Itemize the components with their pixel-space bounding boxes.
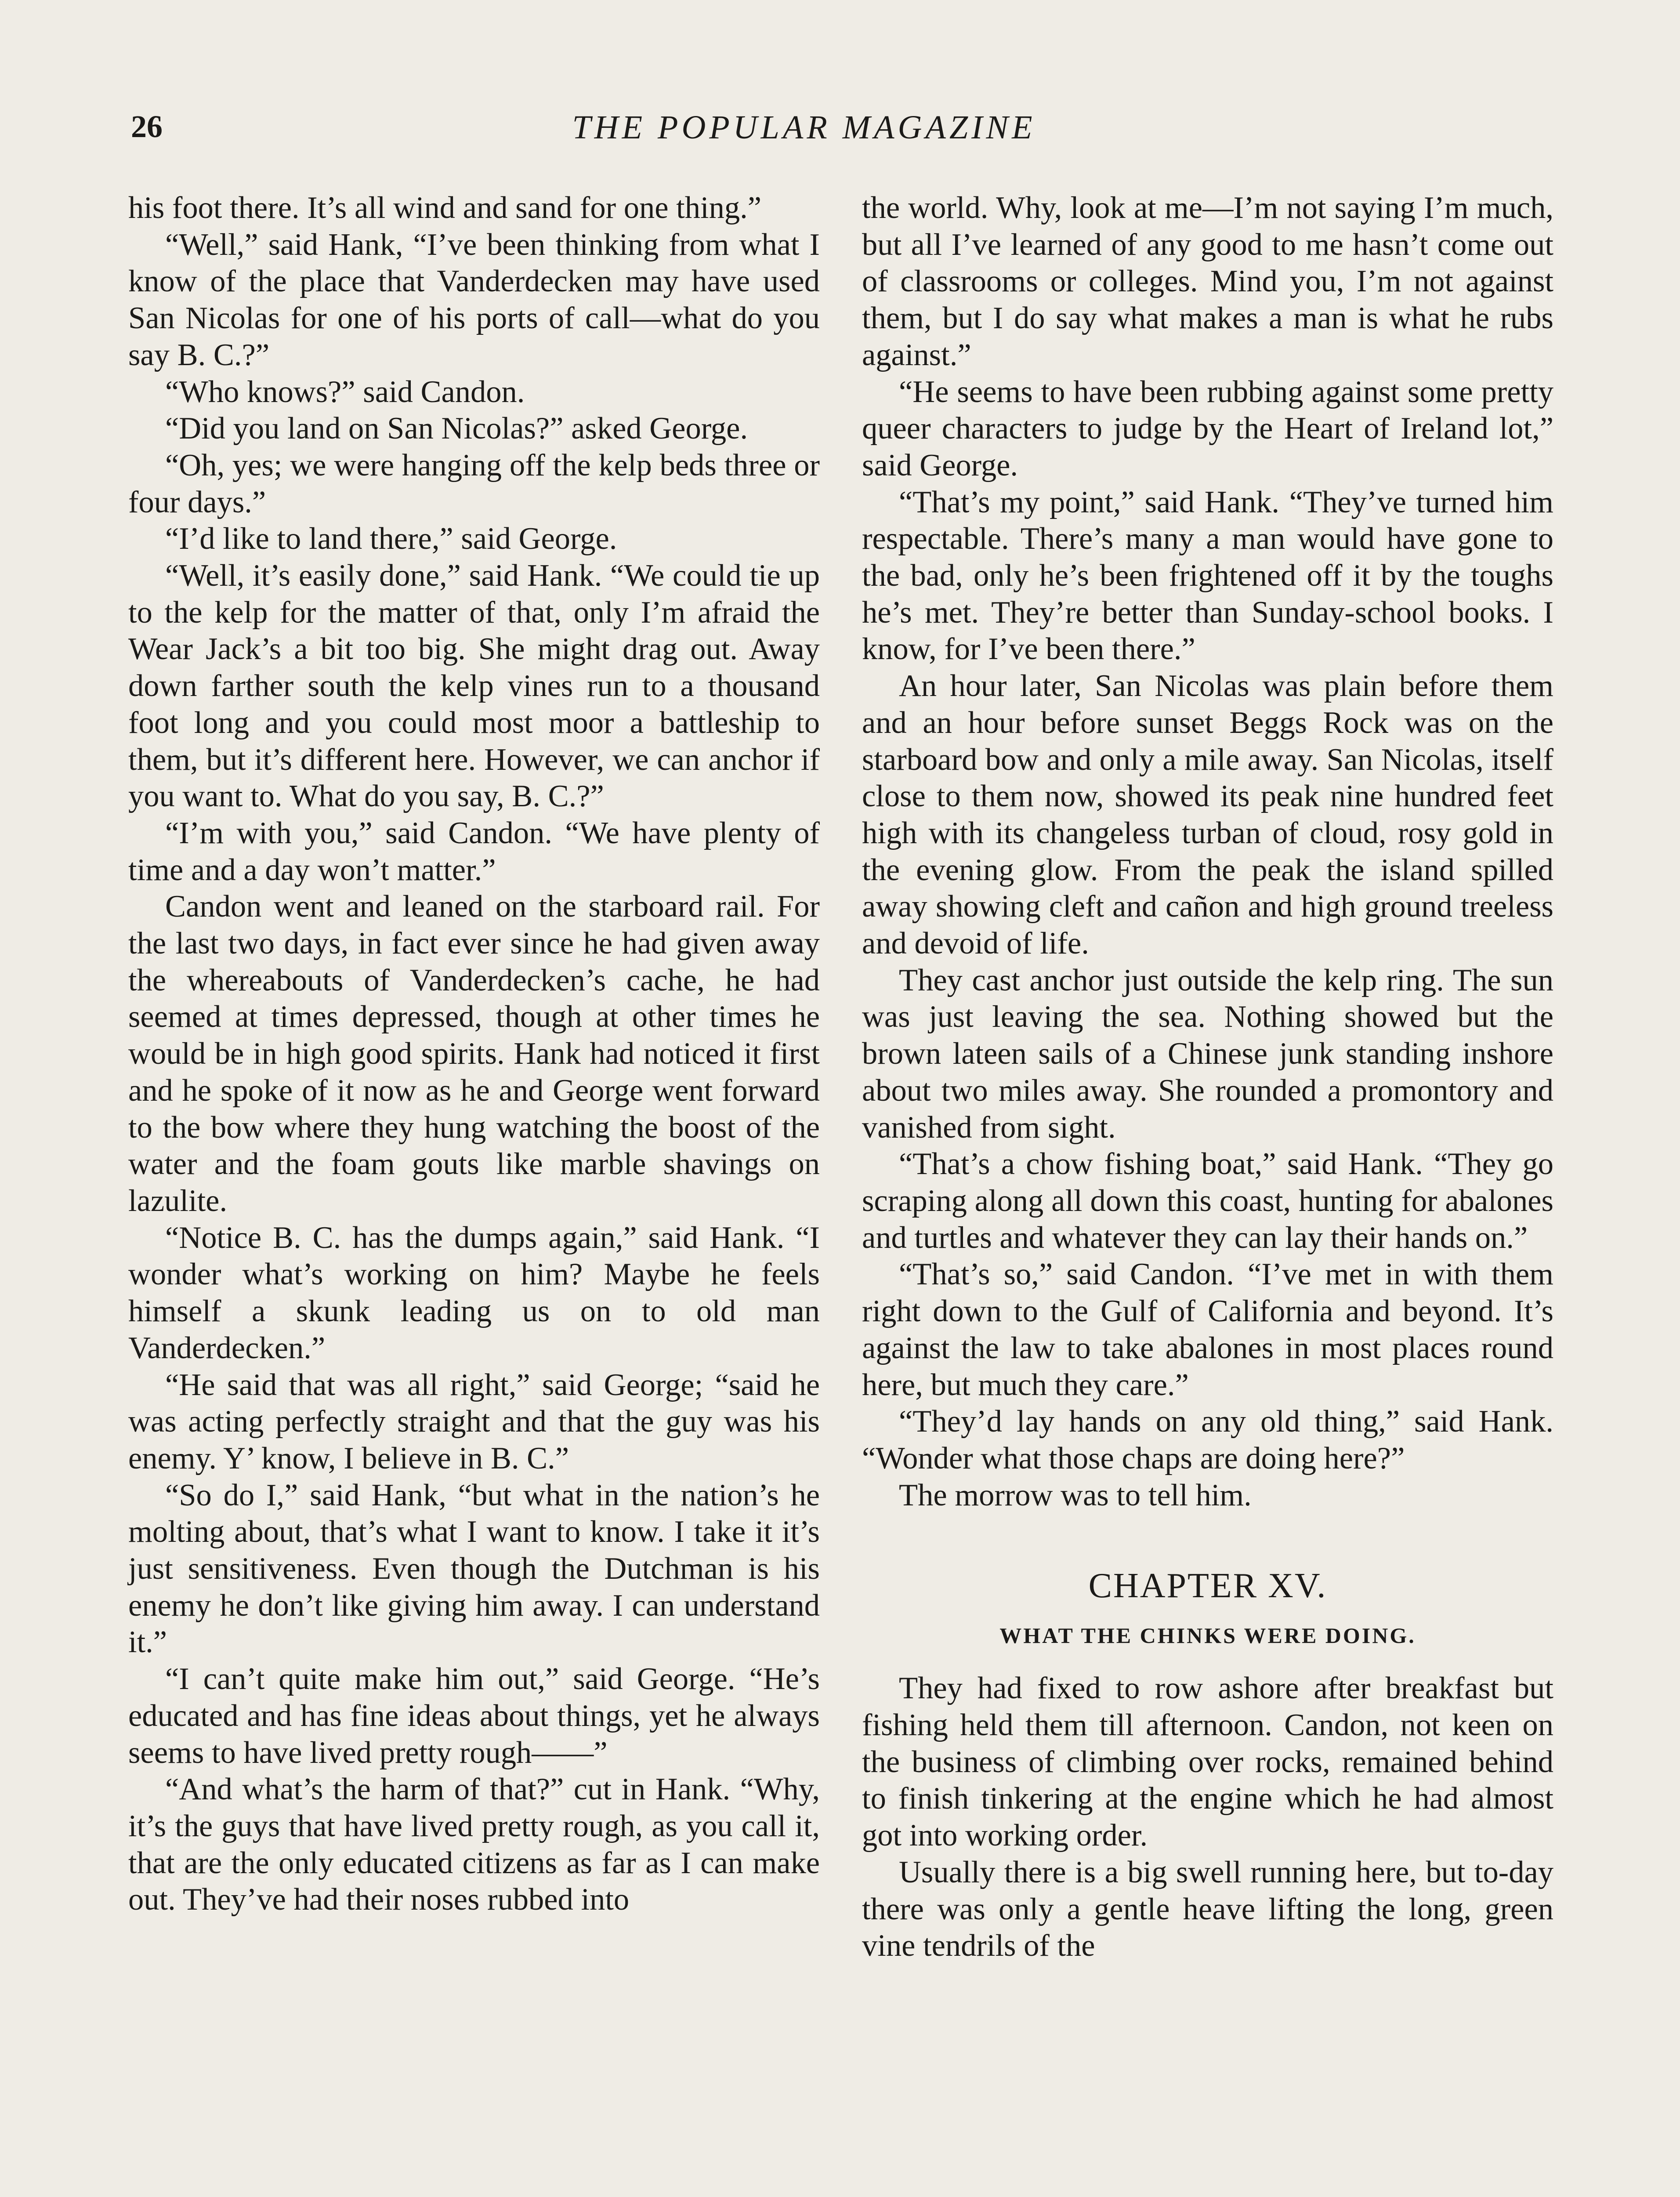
paragraph: “Oh, yes; we were hanging off the kelp beds three or four days.” [128,448,820,519]
paragraph: “I’d like to land there,” said George. [165,522,617,556]
paragraph: “I’m with you,” said Candon. “We have plenty of time and a day won’t matter.” [128,816,820,887]
paragraph: “He said that was all right,” said George; “said he was acting perfectly straight and that the guy was his enemy. Y’ know, I believe in B. C.” [128,1367,820,1476]
right-column [862,190,1553,1965]
paragraph: “He seems to have been rubbing against some pretty queer characters to judge by the Heart of Ireland lot,” said George. [862,374,1553,482]
paragraph: “I can’t quite make him out,” said George. “He’s educated and has fine ideas about things, yet he always seems to have lived pretty rough——” [128,1662,820,1770]
paragraph: Candon went and leaned on the starboard rail. For the last two days, in fact ever since he had given away the whereabouts of Vanderdecken’s cache, he had seemed at times depressed, though at other times he would be in high good spirits. Hank had noticed it first and he spoke of it now as he and George went forward to the bow where they hung watching the boost of the water and the foam gouts like marble shavings on lazulite. [128,889,820,1218]
paragraph: “They’d lay hands on any old thing,” said Hank. “Wonder what those chaps are doing here?” [862,1404,1553,1476]
paragraph: “Well,” said Hank, “I’ve been thinking from what I know of the place that Vanderdecken may have used San Nicolas for one of his ports of call—what do you say B. C.?” [128,227,820,372]
paragraph: An hour later, San Nicolas was plain before them and an hour before sunset Beggs Rock was on the starboard bow and only a mile away. San Nicolas, itself close to them now, showed its peak nine hundred feet high with its changeless turban of cloud, rosy gold in the evening glow. From the peak the island spilled away showing cleft and cañon and high ground treeless and devoid of life. [862,669,1553,961]
paragraph: “That’s so,” said Candon. “I’ve met in with them right down to the Gulf of California and beyond. It’s against the law to take abalones in most places round here, but much they care.” [862,1257,1553,1402]
paragraph: “That’s my point,” said Hank. “They’ve turned him respectable. There’s many a man would have gone to the bad, only he’s been frightened off it by the toughs he’s met. They’re better than Sunday-school books. I know, for I’ve been there.” [862,485,1553,667]
paragraph: “Well, it’s easily done,” said Hank. “We could tie up to the kelp for the matter of that, only I’m afraid the Wear Jack’s a bit too big. She might drag out. Away down farther south the kelp vines run to a thousand foot long and you could most moor a battleship to them, but it’s different here. However, we can anchor if you want to. What do you say, B. C.?” [128,558,820,814]
paragraph: “So do I,” said Hank, “but what in the nation’s he molting about, that’s what I want to know. I take it it’s just sensitiveness. Even though the Dutchman is his enemy he don’t like giving him away. I can understand it.” [128,1478,820,1660]
paragraph: The morrow was to tell him. [899,1478,1252,1512]
running-head: THE POPULAR MAGAZINE [572,109,1036,146]
paragraph: Usually there is a big swell running here, but to-day there was only a gentle heave lifting the long, green vine tendrils of the [862,1855,1553,1963]
paragraph: They had fixed to row ashore after breakfast but fishing held them till afternoon. Candon, not keen on the business of climbing over rocks, remained behind to finish tinkering at the engine which he had almost got into working order. [862,1671,1553,1853]
paragraph: the world. Why, look at me—I’m not saying I’m much, but all I’ve learned of any good to me hasn’t come out of classrooms or colleges. Mind you, I’m not against them, but I do say what makes a man is what he rubs against.” [862,191,1553,372]
paragraph: “Who knows?” said Candon. [165,374,525,409]
page-number: 26 [131,109,163,144]
chapter-heading: CHAPTER XV. [1088,1566,1327,1606]
paragraph: They cast anchor just outside the kelp ring. The sun was just leaving the sea. Nothing showed but the brown lateen sails of a Chinese junk standing inshore about two miles away. She rounded a promontory and vanished from sight. [862,963,1553,1145]
paragraph: “Did you land on San Nicolas?” asked George. [165,411,748,446]
paragraph: his foot there. It’s all wind and sand for one thing.” [128,191,762,225]
paragraph: “That’s a chow fishing boat,” said Hank. “They go scraping along all down this coast, hunting for abalones and turtles and whatever they can lay their hands on.” [862,1147,1553,1255]
paragraph: “And what’s the harm of that?” cut in Hank. “Why, it’s the guys that have lived pretty rough, as you call it, that are the only educated citizens as far as I can make out. They’ve had their noses rubbed into [128,1772,820,1917]
chapter-subtitle: WHAT THE CHINKS WERE DOING. [999,1623,1416,1648]
left-column [128,190,820,1918]
paragraph: “Notice B. C. has the dumps again,” said Hank. “I wonder what’s working on him? Maybe he feels himself a skunk leading us on to old man Vanderdecken.” [128,1220,820,1365]
